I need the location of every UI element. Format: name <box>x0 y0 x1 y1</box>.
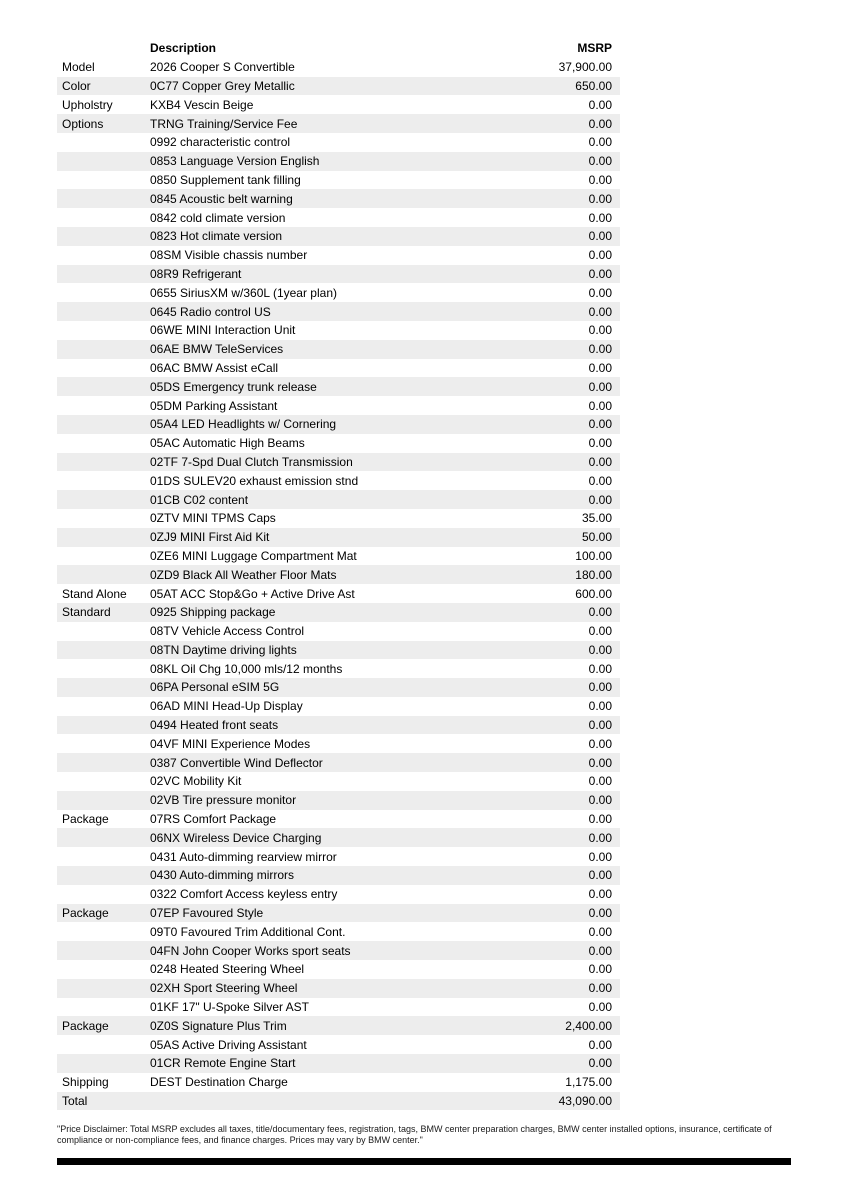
msrp-cell: 0.00 <box>588 473 612 488</box>
description-cell: 05DM Parking Assistant <box>150 398 278 413</box>
description-cell: 0655 SiriusXM w/360L (1year plan) <box>150 285 337 300</box>
description-cell: 06AD MINI Head-Up Display <box>150 699 303 714</box>
table-row <box>57 753 620 772</box>
table-row <box>57 866 620 885</box>
description-cell: 01DS SULEV20 exhaust emission stnd <box>150 473 359 488</box>
category-cell <box>57 434 150 453</box>
description-cell: 0842 cold climate version <box>150 210 286 225</box>
table-row <box>57 377 620 396</box>
table-row <box>57 697 620 716</box>
category-cell <box>57 471 150 490</box>
msrp-cell: 0.00 <box>588 774 612 789</box>
msrp-cell: 0.00 <box>588 436 612 451</box>
description-cell: 0494 Heated front seats <box>150 718 279 733</box>
table-row <box>57 772 620 791</box>
category-cell <box>57 359 150 378</box>
msrp-cell: 0.00 <box>588 398 612 413</box>
category-cell <box>57 1054 150 1073</box>
msrp-cell: 0.00 <box>588 285 612 300</box>
category-cell: Package <box>62 1018 109 1033</box>
description-cell: 02XH Sport Steering Wheel <box>150 981 298 996</box>
description-cell: 06WE MINI Interaction Unit <box>150 323 296 338</box>
table-row <box>57 415 620 434</box>
category-cell <box>57 321 150 340</box>
table-row <box>57 208 620 227</box>
description-cell: 06PA Personal eSIM 5G <box>150 680 280 695</box>
table-row <box>57 1035 620 1054</box>
category-cell <box>57 565 150 584</box>
msrp-cell: 0.00 <box>588 718 612 733</box>
table-header-row <box>57 39 620 58</box>
description-cell <box>150 1092 470 1111</box>
table-row <box>57 584 620 603</box>
msrp-cell: 0.00 <box>588 943 612 958</box>
msrp-cell: 0.00 <box>588 266 612 281</box>
category-cell: Model <box>62 60 95 75</box>
description-cell: 05AS Active Driving Assistant <box>150 1037 307 1052</box>
msrp-cell: 0.00 <box>588 924 612 939</box>
msrp-cell: 0.00 <box>588 379 612 394</box>
msrp-cell: 100.00 <box>575 548 612 563</box>
table-row <box>57 471 620 490</box>
description-cell: 0ZE6 MINI Luggage Compartment Mat <box>150 548 357 563</box>
category-cell <box>57 641 150 660</box>
msrp-cell: 0.00 <box>588 492 612 507</box>
table-row <box>57 114 620 133</box>
category-cell <box>57 960 150 979</box>
category-cell <box>57 697 150 716</box>
msrp-cell: 0.00 <box>588 830 612 845</box>
category-cell <box>57 227 150 246</box>
description-cell: 0ZD9 Black All Weather Floor Mats <box>150 567 337 582</box>
msrp-cell: 0.00 <box>588 755 612 770</box>
msrp-cell: 37,900.00 <box>558 60 612 75</box>
table-row <box>57 885 620 904</box>
description-cell: 0387 Convertible Wind Deflector <box>150 755 323 770</box>
description-cell: 01CB C02 content <box>150 492 249 507</box>
category-cell: Color <box>62 78 91 93</box>
description-cell: 04VF MINI Experience Modes <box>150 736 311 751</box>
msrp-cell: 2,400.00 <box>565 1018 612 1033</box>
description-cell: 0853 Language Version English <box>150 154 320 169</box>
table-row <box>57 828 620 847</box>
pricing-table-body <box>57 58 620 1111</box>
table-row <box>57 979 620 998</box>
category-cell <box>57 509 150 528</box>
description-cell: 02VC Mobility Kit <box>150 774 242 789</box>
table-row <box>57 1054 620 1073</box>
table-row <box>57 340 620 359</box>
description-cell: 0ZTV MINI TPMS Caps <box>150 511 276 526</box>
description-cell: 0925 Shipping package <box>150 605 276 620</box>
description-cell: 0992 characteristic control <box>150 135 291 150</box>
msrp-cell: 0.00 <box>588 342 612 357</box>
table-row <box>57 265 620 284</box>
category-cell <box>57 453 150 472</box>
table-row <box>57 941 620 960</box>
msrp-cell: 0.00 <box>588 793 612 808</box>
category-cell: Package <box>62 812 109 827</box>
category-cell <box>57 302 150 321</box>
description-cell: 05AC Automatic High Beams <box>150 436 305 451</box>
msrp-cell: 180.00 <box>575 567 612 582</box>
table-row <box>57 152 620 171</box>
category-cell <box>57 246 150 265</box>
category-cell <box>57 528 150 547</box>
table-row <box>57 77 620 96</box>
msrp-cell: 0.00 <box>588 248 612 263</box>
msrp-header: MSRP <box>577 41 612 56</box>
description-cell: 06AC BMW Assist eCall <box>150 360 279 375</box>
category-cell <box>57 866 150 885</box>
category-cell <box>57 772 150 791</box>
category-cell <box>57 734 150 753</box>
category-cell <box>57 922 150 941</box>
description-cell: 0850 Supplement tank filling <box>150 172 301 187</box>
table-row <box>57 960 620 979</box>
msrp-cell: 43,090.00 <box>558 1094 612 1109</box>
msrp-cell: 35.00 <box>581 511 612 526</box>
table-row <box>57 734 620 753</box>
description-cell: 08SM Visible chassis number <box>150 248 308 263</box>
msrp-cell: 0.00 <box>588 1037 612 1052</box>
description-cell: 0ZJ9 MINI First Aid Kit <box>150 530 270 545</box>
description-cell: 0C77 Copper Grey Metallic <box>150 78 295 93</box>
category-cell <box>57 133 150 152</box>
category-cell: Standard <box>62 605 111 620</box>
table-row <box>57 490 620 509</box>
msrp-cell: 0.00 <box>588 135 612 150</box>
msrp-cell: 0.00 <box>588 360 612 375</box>
description-cell: 04FN John Cooper Works sport seats <box>150 943 351 958</box>
msrp-cell: 1,175.00 <box>565 1075 612 1090</box>
category-cell <box>57 678 150 697</box>
description-cell: TRNG Training/Service Fee <box>150 116 298 131</box>
price-disclaimer-text: "Price Disclaimer: Total MSRP excludes all taxes, title/documentary fees, registration, tags, BMW center preparation charges, BMW center installed options, insurance, certificate of compliance or non-compliance fees, and finance charges. Prices may vary by BMW center." <box>57 1124 772 1145</box>
category-cell <box>57 396 150 415</box>
msrp-cell: 0.00 <box>588 210 612 225</box>
table-row <box>57 603 620 622</box>
description-cell: 05A4 LED Headlights w/ Cornering <box>150 417 337 432</box>
category-cell <box>57 283 150 302</box>
description-cell: 09T0 Favoured Trim Additional Cont. <box>150 924 346 939</box>
msrp-cell: 600.00 <box>575 586 612 601</box>
table-row <box>57 321 620 340</box>
msrp-cell: 0.00 <box>588 642 612 657</box>
description-cell: 0645 Radio control US <box>150 304 271 319</box>
description-cell: 06AE BMW TeleServices <box>150 342 284 357</box>
table-row <box>57 1073 620 1092</box>
category-cell: Options <box>62 116 104 131</box>
category-cell <box>57 377 150 396</box>
category-cell <box>57 659 150 678</box>
msrp-cell: 0.00 <box>588 868 612 883</box>
table-row <box>57 547 620 566</box>
table-row <box>57 453 620 472</box>
msrp-cell: 0.00 <box>588 887 612 902</box>
footer-divider-bar <box>57 1158 791 1165</box>
table-row <box>57 58 620 77</box>
category-cell: Total <box>62 1094 88 1109</box>
table-row <box>57 904 620 923</box>
msrp-cell: 0.00 <box>588 417 612 432</box>
table-row <box>57 283 620 302</box>
table-row <box>57 641 620 660</box>
msrp-cell: 0.00 <box>588 154 612 169</box>
msrp-cell: 0.00 <box>588 605 612 620</box>
category-header <box>57 39 150 58</box>
msrp-cell: 0.00 <box>588 172 612 187</box>
msrp-cell: 0.00 <box>588 962 612 977</box>
description-cell: 01CR Remote Engine Start <box>150 1056 296 1071</box>
category-cell: Shipping <box>62 1075 109 1090</box>
category-cell <box>57 547 150 566</box>
category-cell <box>57 1035 150 1054</box>
description-cell: 0322 Comfort Access keyless entry <box>150 887 338 902</box>
msrp-cell: 50.00 <box>581 530 612 545</box>
table-row <box>57 565 620 584</box>
category-cell <box>57 847 150 866</box>
description-cell: 05AT ACC Stop&Go + Active Drive Ast <box>150 586 355 601</box>
category-cell <box>57 885 150 904</box>
description-cell: 08TN Daytime driving lights <box>150 642 297 657</box>
description-cell: 0248 Heated Steering Wheel <box>150 962 305 977</box>
table-row <box>57 434 620 453</box>
category-cell <box>57 171 150 190</box>
description-cell: 0430 Auto-dimming mirrors <box>150 868 295 883</box>
category-cell <box>57 716 150 735</box>
table-row <box>57 528 620 547</box>
description-cell: 0431 Auto-dimming rearview mirror <box>150 849 337 864</box>
table-row <box>57 791 620 810</box>
table-row <box>57 227 620 246</box>
category-cell <box>57 415 150 434</box>
table-row <box>57 302 620 321</box>
description-cell: 0845 Acoustic belt warning <box>150 191 293 206</box>
table-row <box>57 678 620 697</box>
msrp-cell: 650.00 <box>575 78 612 93</box>
table-row <box>57 509 620 528</box>
msrp-cell: 0.00 <box>588 981 612 996</box>
description-cell: 01KF 17" U-Spoke Silver AST <box>150 1000 309 1015</box>
table-row <box>57 716 620 735</box>
msrp-cell: 0.00 <box>588 736 612 751</box>
category-cell: Upholstry <box>62 97 113 112</box>
table-row <box>57 847 620 866</box>
category-cell <box>57 189 150 208</box>
msrp-cell: 0.00 <box>588 906 612 921</box>
msrp-cell: 0.00 <box>588 454 612 469</box>
msrp-cell: 0.00 <box>588 116 612 131</box>
category-cell <box>57 941 150 960</box>
category-cell <box>57 622 150 641</box>
table-row <box>57 1092 620 1111</box>
description-header: Description <box>150 41 217 56</box>
category-cell <box>57 998 150 1017</box>
category-cell <box>57 208 150 227</box>
msrp-cell: 0.00 <box>588 624 612 639</box>
msrp-cell: 0.00 <box>588 304 612 319</box>
msrp-cell: 0.00 <box>588 699 612 714</box>
description-cell: KXB4 Vescin Beige <box>150 97 254 112</box>
table-row <box>57 171 620 190</box>
msrp-cell: 0.00 <box>588 1056 612 1071</box>
description-cell: 05DS Emergency trunk release <box>150 379 317 394</box>
description-cell: 08R9 Refrigerant <box>150 266 242 281</box>
description-cell: 06NX Wireless Device Charging <box>150 830 322 845</box>
category-cell <box>57 753 150 772</box>
description-cell: 0Z0S Signature Plus Trim <box>150 1018 287 1033</box>
category-cell <box>57 265 150 284</box>
description-cell: 08KL Oil Chg 10,000 mls/12 months <box>150 661 343 676</box>
category-cell: Stand Alone <box>62 586 127 601</box>
table-row <box>57 922 620 941</box>
table-row <box>57 659 620 678</box>
msrp-cell: 0.00 <box>588 812 612 827</box>
category-cell: Package <box>62 906 109 921</box>
description-cell: 02TF 7-Spd Dual Clutch Transmission <box>150 454 353 469</box>
table-row <box>57 189 620 208</box>
pricing-table <box>57 39 620 1110</box>
table-row <box>57 998 620 1017</box>
msrp-cell: 0.00 <box>588 680 612 695</box>
table-row <box>57 622 620 641</box>
msrp-cell: 0.00 <box>588 661 612 676</box>
description-cell: 07RS Comfort Package <box>150 812 277 827</box>
description-cell: DEST Destination Charge <box>150 1075 288 1090</box>
description-cell: 0823 Hot climate version <box>150 229 283 244</box>
table-row <box>57 359 620 378</box>
msrp-cell: 0.00 <box>588 229 612 244</box>
table-row <box>57 1016 620 1035</box>
msrp-cell: 0.00 <box>588 1000 612 1015</box>
description-cell: 08TV Vehicle Access Control <box>150 624 305 639</box>
category-cell <box>57 791 150 810</box>
category-cell <box>57 152 150 171</box>
msrp-cell: 0.00 <box>588 323 612 338</box>
table-row <box>57 95 620 114</box>
description-cell: 2026 Cooper S Convertible <box>150 60 295 75</box>
description-cell: 02VB Tire pressure monitor <box>150 793 297 808</box>
description-cell: 07EP Favoured Style <box>150 906 264 921</box>
msrp-cell: 0.00 <box>588 97 612 112</box>
category-cell <box>57 340 150 359</box>
table-row <box>57 133 620 152</box>
table-row <box>57 396 620 415</box>
category-cell <box>57 828 150 847</box>
msrp-cell: 0.00 <box>588 191 612 206</box>
category-cell <box>57 979 150 998</box>
table-row <box>57 810 620 829</box>
msrp-cell: 0.00 <box>588 849 612 864</box>
category-cell <box>57 490 150 509</box>
table-row <box>57 246 620 265</box>
